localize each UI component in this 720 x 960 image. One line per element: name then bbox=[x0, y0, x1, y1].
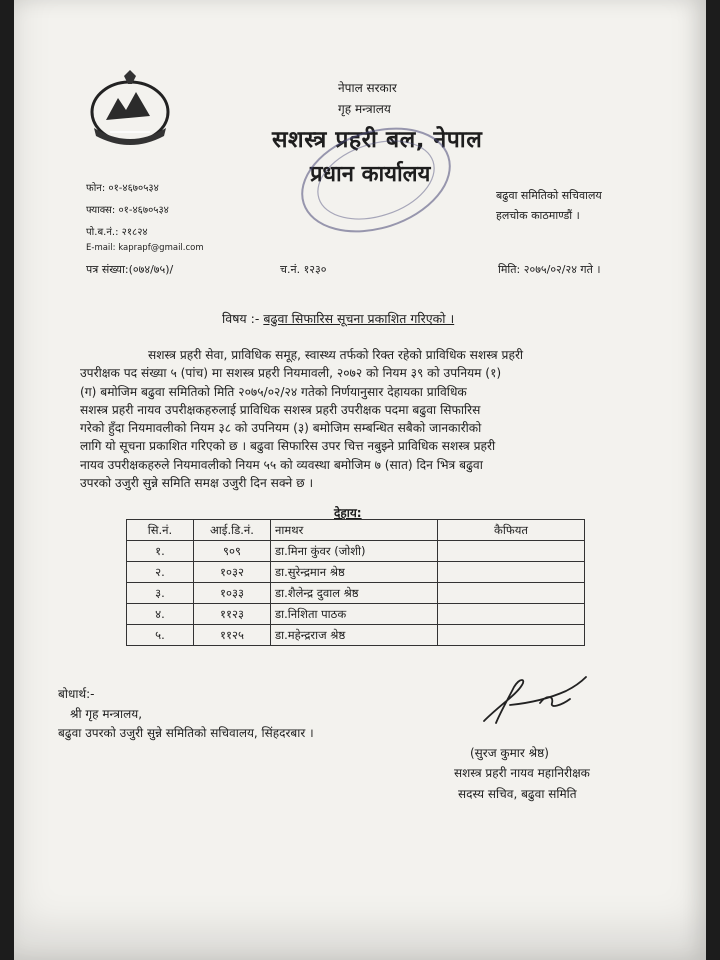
po-box: पो.ब.नं.: २१८२४ bbox=[86, 227, 148, 238]
header-id: आई.डि.नं. bbox=[194, 520, 271, 541]
signature-icon bbox=[470, 665, 610, 737]
body-line: सशस्त्र प्रहरी सेवा, प्राविधिक समूह, स्वास्थ्य तर्फको रिक्त रहेको प्राविधिक सशस्त्र प्रहरी bbox=[148, 348, 524, 362]
cell-id: ९०९ bbox=[194, 541, 271, 562]
table-caption: देहाय: bbox=[334, 506, 362, 520]
office-name: प्रधान कार्यालय bbox=[310, 162, 431, 187]
body-line: सशस्त्र प्रहरी नायव उपरीक्षकहरुलाई प्राविधिक सशस्त्र प्रहरी उपरीक्षक पदमा बढुवा सिफारिस bbox=[80, 402, 481, 417]
body-line: लागि यो सूचना प्रकाशित गरिएको छ । बढुवा सिफारिस उपर चित्त नबुझ्ने प्राविधिक सशस्त्र प्रहरी bbox=[80, 439, 496, 454]
cell-remarks bbox=[438, 604, 585, 625]
recipient-name: बढुवा समितिको सचिवालय bbox=[496, 189, 602, 202]
cell-serial: ४. bbox=[127, 604, 194, 625]
cell-id: ११२५ bbox=[194, 625, 271, 646]
ministry-name: गृह मन्त्रालय bbox=[338, 102, 391, 116]
table-row bbox=[127, 604, 585, 625]
cell-serial: १. bbox=[127, 541, 194, 562]
header-name: नामथर bbox=[271, 520, 438, 541]
subject-line bbox=[222, 310, 454, 327]
table-row bbox=[127, 625, 585, 646]
cell-remarks bbox=[438, 541, 585, 562]
promotion-table bbox=[126, 519, 585, 646]
office-stamp-icon bbox=[268, 122, 468, 234]
body-line: गरेको हुँदा नियमावलीको नियम ३८ को उपनियम (३) बमोजिम सम्बन्धित सबैको जानकारीको bbox=[80, 421, 482, 436]
fax-number: फ्याक्स: ०१-४६७०५३४ bbox=[86, 205, 169, 216]
cell-remarks bbox=[438, 583, 585, 604]
cell-id: १०३३ bbox=[194, 583, 271, 604]
organization-name: सशस्त्र प्रहरी बल, नेपाल bbox=[272, 127, 483, 153]
body-line: उपरको उजुरी सुन्ने समिति समक्ष उजुरी दिन सक्ने छ । bbox=[80, 476, 314, 491]
nepal-emblem-icon bbox=[84, 70, 176, 150]
table-row bbox=[127, 583, 585, 604]
header-serial: सि.नं. bbox=[127, 520, 194, 541]
cell-name: डा.शैलेन्द्र दुवाल श्रेष्ठ bbox=[271, 583, 438, 604]
table-header-row bbox=[127, 520, 585, 541]
government-name: नेपाल सरकार bbox=[338, 81, 397, 95]
cell-remarks bbox=[438, 625, 585, 646]
letter-body bbox=[80, 346, 674, 492]
cc-item: बढुवा उपरको उजुरी सुन्ने समितिको सचिवालय, सिंहदरबार । bbox=[58, 726, 314, 740]
phone-number: फोन: ०१-४६७०५३४ bbox=[86, 183, 159, 194]
letter-number: पत्र संख्या:(०७४/७५)/ bbox=[86, 263, 174, 276]
signatory-role: सदस्य सचिव, बढुवा समिति bbox=[458, 787, 577, 801]
signatory-designation: सशस्त्र प्रहरी नायव महानिरीक्षक bbox=[454, 766, 590, 780]
recipient-address: हलचोक काठमाण्डौं । bbox=[496, 209, 580, 222]
cell-name: डा.महेन्द्रराज श्रेष्ठ bbox=[271, 625, 438, 646]
cell-name: डा.निशिता पाठक bbox=[271, 604, 438, 625]
cell-name: डा.मिना कुंवर (जोशी) bbox=[271, 541, 438, 562]
cell-remarks bbox=[438, 562, 585, 583]
cell-serial: २. bbox=[127, 562, 194, 583]
email-address: E-mail: kaprapf@gmail.com bbox=[86, 243, 204, 253]
subject-prefix: विषय :- bbox=[222, 311, 264, 326]
cell-serial: ५. bbox=[127, 625, 194, 646]
subject-text: बढुवा सिफारिस सूचना प्रकाशित गरिएको । bbox=[263, 311, 455, 326]
cell-serial: ३. bbox=[127, 583, 194, 604]
body-line: नायव उपरीक्षकहरुले नियमावलीको नियम ५५ को व्यवस्था बमोजिम ७ (सात) दिन भित्र बढुवा bbox=[80, 457, 483, 472]
dispatch-number: च.नं. १२३० bbox=[280, 263, 327, 276]
cc-label: बोधार्थ:- bbox=[58, 687, 95, 701]
body-line: उपरीक्षक पद संख्या ५ (पांच) मा सशस्त्र प्रहरी नियमावली, २०७२ को नियम ३९ को उपनियम (१) bbox=[80, 366, 502, 381]
table-row bbox=[127, 562, 585, 583]
body-line: (ग) बमोजिम बढुवा समितिको मिति २०७५/०२/२४ गतेको निर्णयानुसार देहायका प्राविधिक bbox=[80, 384, 467, 399]
header-remarks: कैफियत bbox=[438, 520, 585, 541]
cell-id: १०३२ bbox=[194, 562, 271, 583]
cc-item: श्री गृह मन्त्रालय, bbox=[70, 707, 143, 721]
cell-id: ११२३ bbox=[194, 604, 271, 625]
cell-name: डा.सुरेन्द्रमान श्रेष्ठ bbox=[271, 562, 438, 583]
letter-date: मिति: २०७५/०२/२४ गते । bbox=[498, 263, 601, 276]
signatory-name: (सुरज कुमार श्रेष्ठ) bbox=[470, 746, 549, 760]
table-row bbox=[127, 541, 585, 562]
